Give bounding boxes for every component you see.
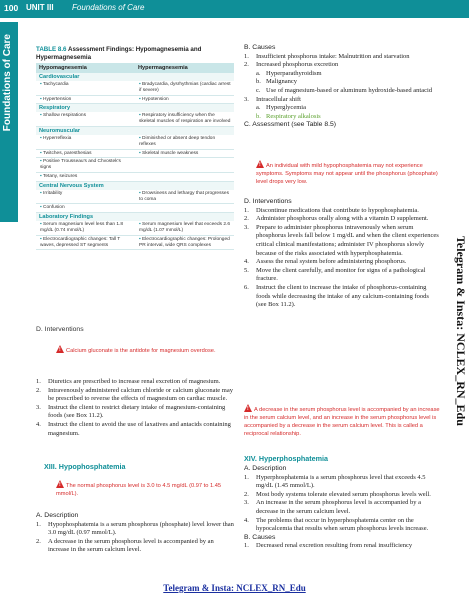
table-cell: ▪ Bradycardia, dysrhythmias (cardiac arrest if severe)	[139, 82, 231, 93]
table-cell: ▪ Tetany, seizures	[40, 173, 78, 179]
sub-item: c. Use of magnesium-based or aluminum hydroxide-based antacid	[256, 86, 433, 94]
table-row	[36, 81, 234, 96]
page-header	[0, 0, 469, 18]
sub-item: a. Hyperglycemia	[256, 104, 306, 112]
sub-item: b. Malignancy	[256, 78, 298, 86]
warning-text: A decrease in the serum phosphorus level is accompanied by an increase in the serum calcium level, and an increase in the serum phosphorus level is accompanied by a decrease in the serum calcium level. This is called a reciprocal relationship.	[244, 407, 440, 437]
table-cell: ▪ Electrocardiographic changes: Tall T waves, depressed ST segments	[40, 236, 121, 248]
table-cell: ▪ Confusion	[40, 205, 65, 211]
list-item: 2. Administer phosphorus orally along with a vitamin D supplement.	[244, 215, 429, 223]
table-cell: ▪ Drowsiness and lethargy that progresses to coma	[139, 190, 229, 202]
warning-text: The normal phosphorus level is 3.0 to 4.5 mg/dL (0.97 to 1.45 mmol/L).	[56, 483, 222, 497]
list-item: 4. Assess the renal system before administering phosphorus.	[244, 258, 407, 266]
sub-item: b. Respiratory alkalosis	[256, 112, 321, 120]
table-cell: ▪ Hyperreflexia	[40, 135, 72, 141]
warning-icon	[56, 345, 64, 353]
list-item: 1. Discontinue medications that contribute to hypophosphatemia.	[244, 206, 419, 214]
table-section-heading: Laboratory Findings	[36, 213, 234, 221]
left-interventions-heading: D. Interventions	[36, 326, 84, 333]
list-item: 1. Diuretics are prescribed to increase renal excretion of magnesium.	[36, 378, 221, 385]
bullet-icon: ▪	[139, 222, 143, 228]
warning-icon	[256, 160, 264, 168]
page-number: 100	[4, 3, 19, 13]
list-item: 3. Intracellular shift	[244, 95, 301, 103]
bullet-icon: ▪	[40, 190, 44, 196]
bullet-icon: ▪	[139, 190, 143, 196]
list-item: 2. Most body systems tolerate elevated serum phosphorus levels well.	[244, 490, 431, 498]
description-heading: A. Description	[36, 512, 79, 519]
list-item: 1. Hypophosphatemia is a serum phosphorus (phosphate) level lower than 3.0 mg/dL (0.97 mmol/L).	[36, 520, 234, 537]
table-cell: ▪ Positive Trousseau's and Chvostek's signs	[40, 159, 121, 171]
bullet-icon: ▪	[40, 82, 43, 87]
table-cell: ▪ Twitches, paresthesias	[40, 150, 92, 156]
watermark-bottom: Telegram & Insta: NCLEX_RN_Edu	[163, 583, 306, 593]
warning-reciprocal	[244, 404, 440, 438]
list-item: 3. An increase in the serum phosphorus level is accompanied by a decrease in the serum calcium level.	[244, 499, 421, 515]
table-cell: ▪ Hypotension	[139, 96, 169, 102]
right-interventions	[244, 198, 440, 310]
table-row	[36, 150, 234, 159]
list-item: 4. Instruct the client to avoid the use of laxatives and antacids containing magnesium.	[36, 420, 231, 437]
warning-mild-hypophosphatemia	[256, 160, 440, 186]
bullet-icon: ▪	[40, 205, 44, 211]
warning-icon	[56, 480, 64, 488]
list-item: 2. Increased phosphorus excretion	[244, 61, 339, 69]
interventions-heading: D. Interventions	[244, 198, 292, 205]
description-heading: A. Description	[244, 465, 287, 472]
bullet-icon: ▪	[40, 96, 44, 102]
table-section-heading: Neuromuscular	[36, 127, 234, 135]
warning-calcium-gluconate	[56, 345, 232, 355]
list-item: 4. The problems that occur in hyperphosphatemia center on the hypocalcemia that results when serum phosphorus levels increase.	[244, 516, 429, 533]
table-row	[36, 221, 234, 236]
right-causes	[244, 44, 440, 130]
table-cell: ▪ Shallow respirations	[40, 113, 86, 119]
table-row	[36, 204, 234, 213]
table-cell	[135, 173, 234, 181]
list-item: 5. Move the client carefully, and monitor for signs of a pathological fracture.	[244, 266, 426, 283]
table-section-heading: Central Nervous System	[36, 182, 234, 190]
list-item: 6. Instruct the client to increase the intake of phosphorus-containing foods while decreasing the intake of any calcium-containing foods (see Box 11.2).	[244, 283, 429, 309]
table-cell: ▪ Diminished or absent deep tendon reflexes	[139, 135, 216, 147]
chapter-title: Foundations of Care	[72, 3, 145, 12]
table-row	[36, 158, 234, 173]
bullet-icon: ▪	[139, 113, 143, 119]
warning-icon	[244, 404, 252, 412]
right-description	[244, 465, 440, 551]
table-title-text: Assessment Findings: Hypomagnesemia and Hypermagnesemia	[36, 46, 202, 61]
bullet-icon: ▪	[40, 159, 44, 165]
bullet-icon: ▪	[139, 150, 143, 156]
table-title	[36, 46, 234, 61]
table-row	[36, 190, 234, 205]
section-hyperphosphatemia: XIV. Hyperphosphatemia	[244, 454, 329, 463]
warning-text: Calcium gluconate is the antidote for magnesium overdose.	[66, 348, 216, 354]
causes-heading: B. Causes	[244, 44, 276, 51]
table-body	[36, 73, 234, 250]
table-row	[36, 112, 234, 127]
causes-heading-2: B. Causes	[244, 533, 276, 541]
table-cell: ▪ Electrocardiographic changes: Prolonged PR interval, wide QRS complexes	[139, 236, 230, 248]
table-section-heading: Cardiovascular	[36, 73, 234, 81]
list-item: 1. Decreased renal excretion resulting from renal insufficiency	[244, 542, 413, 550]
table-cell: ▪ Hypertension	[40, 96, 72, 102]
table-header	[36, 63, 234, 73]
assessment-heading: C. Assessment (see Table 8.5)	[244, 121, 337, 129]
unit-label: UNIT III	[26, 3, 54, 12]
table-cell: ▪ Irritability	[40, 190, 63, 196]
col-hypo: Hypomagnesemia	[39, 65, 87, 71]
left-description	[36, 512, 236, 555]
list-item: 1. Insufficient phosphorus intake: Malnutrition and starvation	[244, 52, 410, 60]
bullet-icon: ▪	[40, 173, 43, 179]
table-cell: ▪ Respiratory insufficiency when the skeletal muscles of respiration are involved	[139, 113, 231, 125]
bullet-icon: ▪	[40, 222, 44, 228]
table-row	[36, 173, 234, 182]
warning-text: An individual with mild hypophosphatemia may not experience symptoms. Symptoms may not appear until the phosphorus (phosphate) level drops very low.	[256, 163, 438, 185]
table-cell	[135, 204, 234, 212]
assessment-table	[36, 46, 234, 250]
sub-item: a. Hyperparathyroidism	[256, 69, 322, 77]
bullet-icon: ▪	[139, 96, 143, 102]
table-cell: ▪ Skeletal muscle weakness	[139, 150, 199, 156]
table-cell	[135, 158, 234, 172]
table-row	[36, 135, 234, 150]
table-row	[36, 236, 234, 251]
bullet-icon: ▪	[40, 236, 44, 242]
bullet-icon: ▪	[139, 236, 143, 242]
table-cell: ▪ Tachycardia	[40, 82, 69, 87]
table-section-heading: Respiratory	[36, 104, 234, 112]
bullet-icon: ▪	[40, 113, 44, 119]
list-item: 1. Hyperphosphatemia is a serum phosphorus level that exceeds 4.5 mg/dL (1.45 mmol/L).	[244, 473, 426, 490]
list-item: 2. Intravenously administered calcium chloride or calcium gluconate may be prescribed to reverse the effects of magnesium on cardiac muscle.	[36, 386, 234, 403]
bullet-icon: ▪	[139, 82, 143, 87]
list-item: 2. A decrease in the serum phosphorus level is accompanied by an increase in the serum calcium level.	[36, 537, 214, 554]
list-item: 3. Instruct the client to restrict dietary intake of magnesium-containing foods (see Box 11.2).	[36, 403, 226, 420]
side-tab-label: Foundations of Care	[2, 34, 13, 132]
table-cell: ▪ Serum magnesium level less than 1.8 mg/dL (0.74 mmol/L)	[40, 222, 124, 233]
list-item: 3. Prepare to administer phosphorus intravenously when serum phosphorus levels fall below 1 mg/dL and when the client experiences critical clinical manifestations; administer IV phosphorus slowly because of the risks associated with hyperphosphatemia.	[244, 223, 439, 257]
bullet-icon: ▪	[40, 135, 44, 141]
table-number: TABLE 8.6	[36, 46, 67, 53]
bullet-icon: ▪	[40, 150, 43, 156]
col-hyper: Hypermagnesemia	[138, 65, 188, 71]
table-row	[36, 96, 234, 105]
section-hypophosphatemia: XIII. Hypophosphatemia	[44, 462, 126, 471]
left-interventions-list	[36, 378, 236, 438]
watermark-side: Telegram & Insta: NCLEX_RN_Edu	[454, 236, 468, 426]
table-cell: ▪ Serum magnesium level that exceeds 2.6 mg/dL (1.07 mmol/L)	[139, 222, 231, 233]
bullet-icon: ▪	[139, 135, 143, 141]
warning-normal-phosphorus	[56, 480, 232, 498]
side-tab	[0, 22, 18, 222]
